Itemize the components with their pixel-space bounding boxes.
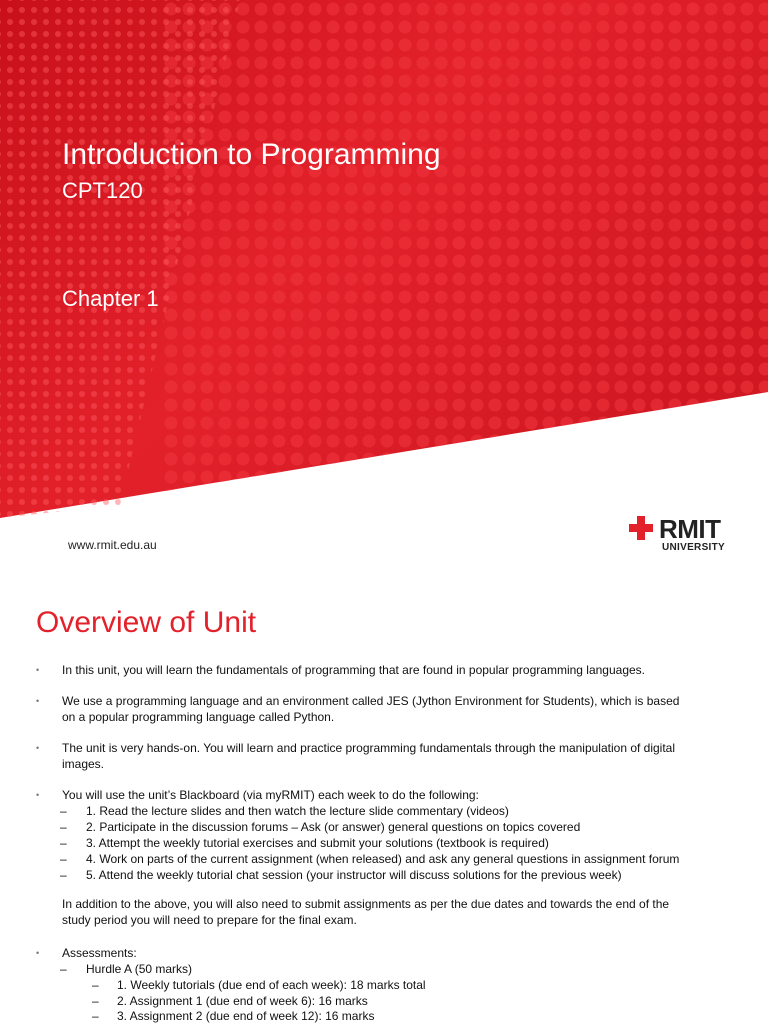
step-text: 3. Attempt the weekly tutorial exercises and submit your solutions (textbook is required) <box>86 836 549 850</box>
paragraph-line: study period you will need to prepare for the final exam. <box>62 913 357 927</box>
logo-name: RMIT <box>659 514 721 544</box>
chapter-label: Chapter 1 <box>62 286 159 311</box>
dash-icon: – <box>60 836 67 850</box>
hurdle-text: Hurdle A (50 marks) <box>86 962 193 976</box>
bullet-icon: • <box>36 790 40 800</box>
overview-title: Overview of Unit <box>36 606 257 639</box>
paragraph-line: The unit is very hands-on. You will learn and practice programming fundamentals through the manipulation of digital <box>62 741 676 755</box>
paragraph-text <box>62 693 722 725</box>
dash-icon: – <box>60 868 67 882</box>
step-text: 4. Work on parts of the current assignment (when released) and ask any general questions in assignment forum <box>86 852 680 866</box>
dash-icon: – <box>60 962 67 976</box>
hurdle-subitem-text: 1. Weekly tutorials (due end of each week): 18 marks total <box>117 978 426 992</box>
course-code: CPT120 <box>62 178 143 203</box>
logo-sub: UNIVERSITY <box>662 542 726 553</box>
dash-icon: – <box>60 820 67 834</box>
paragraph-line: In addition to the above, you will also need to submit assignments as per the due dates and towards the end of the <box>62 897 670 911</box>
cover-title: Introduction to Programming <box>62 138 441 171</box>
dash-icon: – <box>92 994 99 1008</box>
overview-slide <box>0 576 768 1024</box>
step-item <box>0 867 768 883</box>
bullet-icon: • <box>36 665 40 675</box>
paragraph-line: on a popular programming language called Python. <box>62 710 335 724</box>
paragraph-line: We use a programming language and an environment called JES (Jython Environment for Students), which is based <box>62 694 680 708</box>
paragraph-text <box>62 740 722 772</box>
bullet-icon: • <box>36 948 40 958</box>
paragraph-text: In this unit, you will learn the fundamentals of programming that are found in popular programming languages. <box>62 663 646 677</box>
hurdle-subitem <box>0 977 768 993</box>
step-item <box>0 803 768 819</box>
step-text: 1. Read the lecture slides and then watch the lecture slide commentary (videos) <box>86 804 509 818</box>
dash-icon: – <box>92 978 99 992</box>
dash-icon: – <box>60 852 67 866</box>
website-link[interactable]: www.rmit.edu.au <box>68 538 157 552</box>
halftone-pattern <box>160 0 768 492</box>
dash-icon: – <box>60 804 67 818</box>
step-item <box>0 819 768 835</box>
dash-icon: – <box>92 1009 99 1023</box>
paragraph-text <box>62 896 722 928</box>
step-text: 2. Participate in the discussion forums – Ask (or answer) general questions on topics covered <box>86 820 581 834</box>
hurdle-subitem <box>0 993 768 1009</box>
step-item <box>0 851 768 867</box>
step-item <box>0 835 768 851</box>
paragraph-text: You will use the unit’s Blackboard (via myRMIT) each week to do the following: <box>62 788 479 802</box>
hurdle-item <box>0 961 768 977</box>
paragraph-line: images. <box>62 757 105 771</box>
bullet-icon: • <box>36 696 40 706</box>
rmit-logo <box>629 514 741 556</box>
step-text: 5. Attend the weekly tutorial chat session (your instructor will discuss solutions for the previous week) <box>86 868 622 882</box>
hurdle-subitem <box>0 1008 768 1024</box>
hurdle-subitem-text: 3. Assignment 2 (due end of week 12): 16 marks <box>117 1009 375 1023</box>
rmit-pixel-mark-icon <box>629 516 653 540</box>
bullet-icon: • <box>36 743 40 753</box>
assessments-label: Assessments: <box>62 946 137 960</box>
hurdle-subitem-text: 2. Assignment 1 (due end of week 6): 16 marks <box>117 994 368 1008</box>
